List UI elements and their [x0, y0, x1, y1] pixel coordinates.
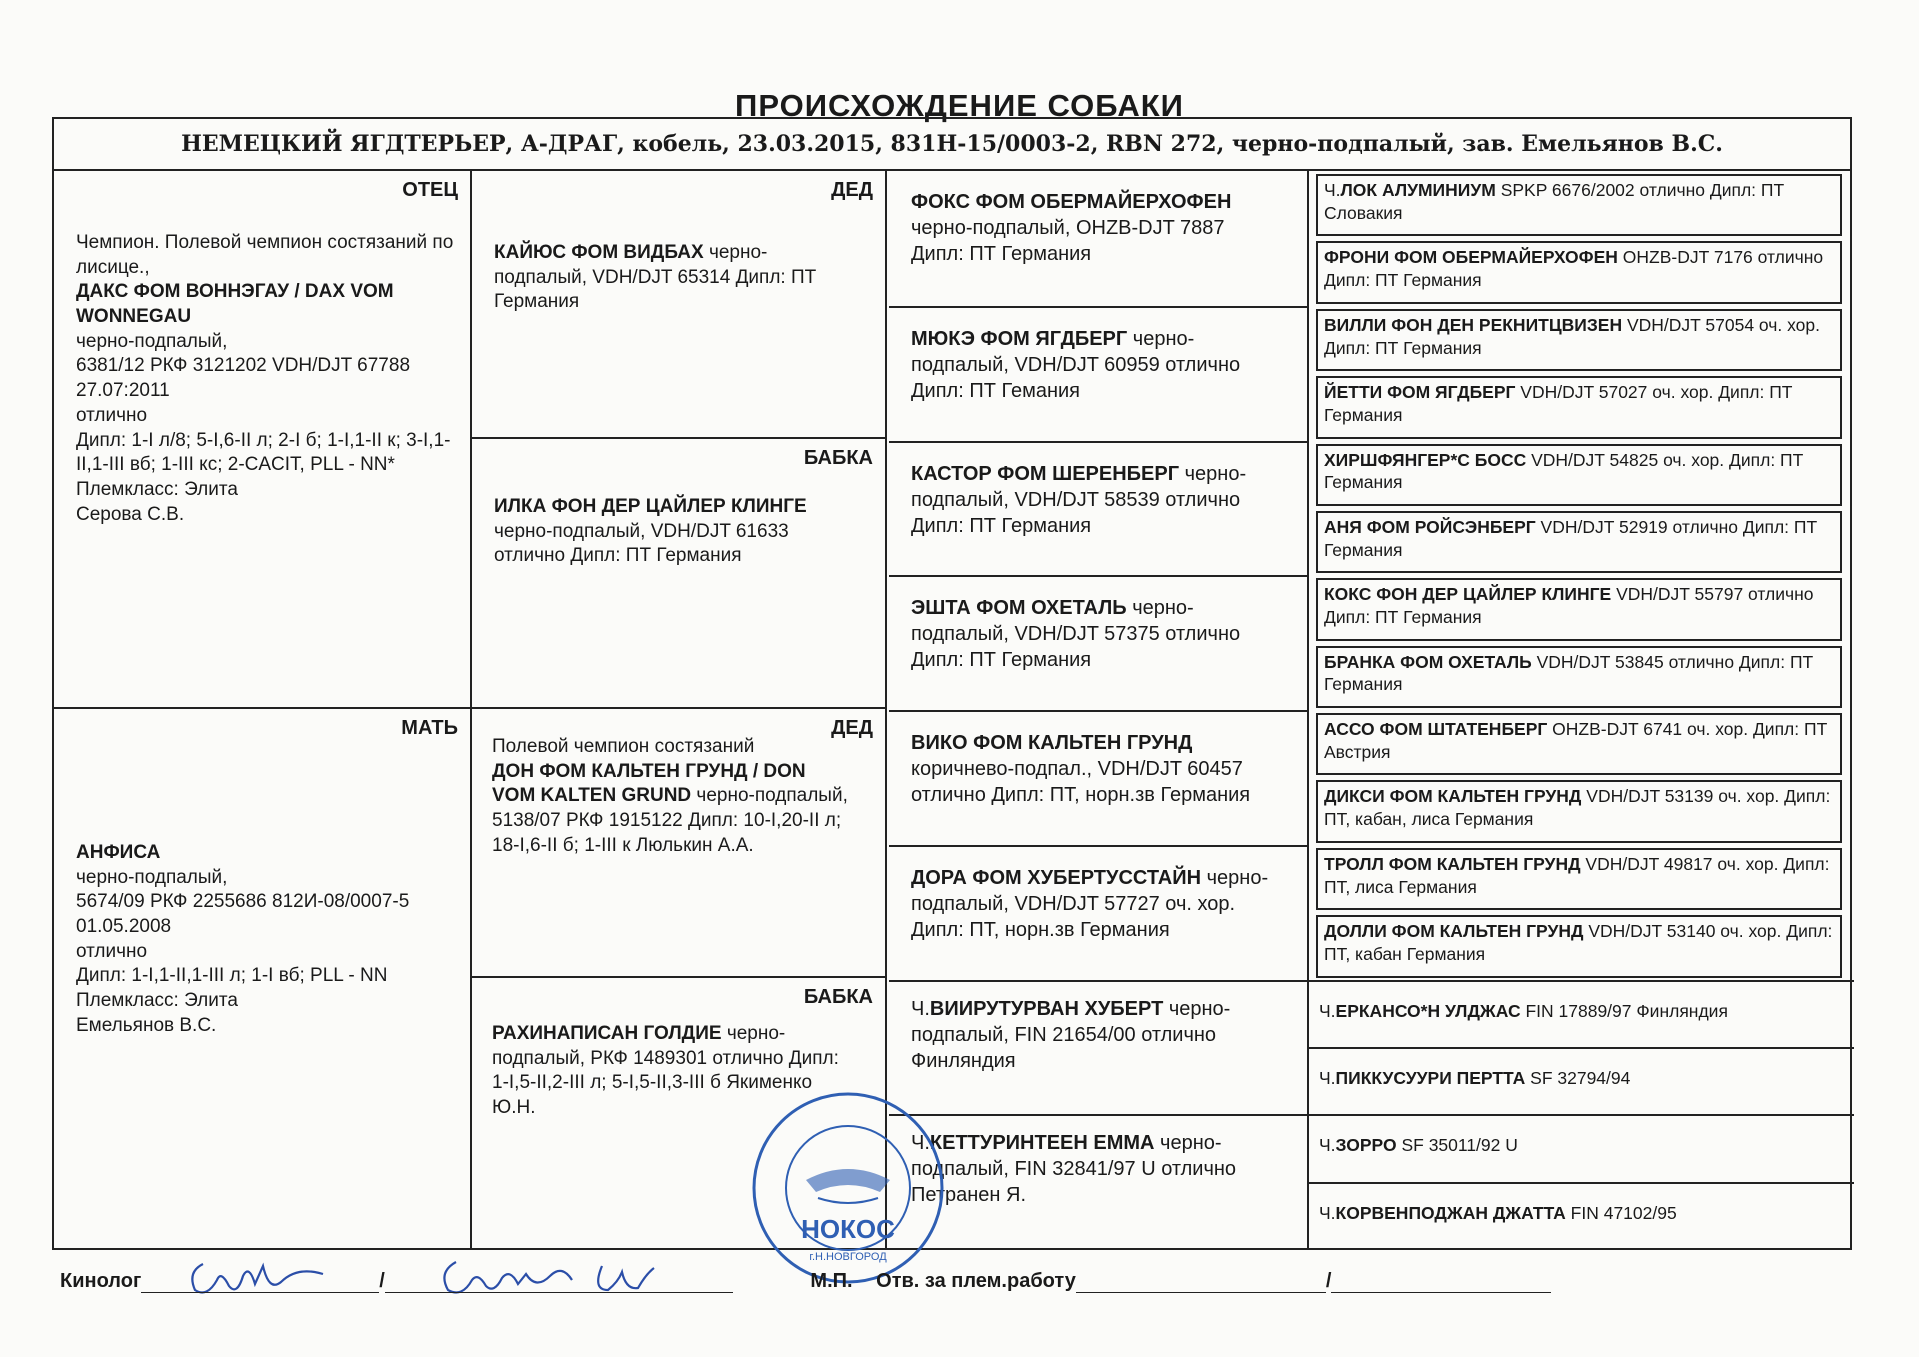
grandparent-details: черно-подпалый, РКФ 1489301 отлично Дипл: 1-I,5-II,2-III л; 5-I,5-II,3-III б Якименко Ю.Н.: [492, 1023, 839, 1119]
g4-ancestor-cell: [1316, 241, 1842, 303]
ancestor-details: VDH/DJT 53845 отлично Дипл: ПТ Германия: [1324, 651, 1814, 695]
grandparent-details: черно-подпалый, 5138/07 РКФ 1915122 Дипл: 10-I,20-II л; 18-I,6-II б; 1-III к Люлькин А.А.: [492, 785, 848, 856]
mother-role-label: МАТЬ: [401, 717, 458, 739]
great-grandparent-details: черно-подпалый, FIN 32841/97 U отлично Петранен Я.: [911, 1132, 1237, 1207]
ancestor-name: ЕРКАНСО*Н УЛДЖАС: [1335, 1000, 1521, 1021]
great-grandparent-cell: [889, 1114, 1307, 1249]
footer-signatures: [60, 1268, 1551, 1293]
great-grandparent-details: коричнево-подпал., VDH/DJT 60457 отлично Дипл: ПТ, норн.зв Германия: [911, 758, 1251, 806]
mother-name: АНФИСА: [76, 842, 161, 863]
ancestor-details: SF 32794/94: [1525, 1067, 1631, 1088]
great-grandparent-name: ВИКО ФОМ КАЛЬТЕН ГРУНД: [911, 732, 1193, 754]
great-grandparent-name: КАСТОР ФОМ ШЕРЕНБЕРГ: [911, 462, 1180, 485]
ancestor-prefix: Ч.: [1319, 1135, 1336, 1156]
grandparent-details: черно-подпалый, VDH/DJT 61633 отлично Дипл: ПТ Германия: [494, 520, 789, 567]
great-grandparent-cell: [889, 306, 1307, 441]
great-grandparent-details: черно-подпалый, FIN 21654/00 отлично Финляндия: [911, 997, 1231, 1072]
ancestor-details: VDH/DJT 57027 оч. хор. Дипл: ПТ Германия: [1324, 382, 1793, 425]
slash-separator: /: [1325, 1270, 1332, 1292]
paternal-grandfather-cell: [472, 171, 885, 437]
grandparent-name: ИЛКА ФОН ДЕР ЦАЙЛЕР КЛИНГЕ: [494, 496, 807, 517]
ancestor-details: OHZB-DJT 7176 отлично Дипл: ПТ Германия: [1324, 247, 1824, 291]
mother-line: Дипл: 1-I,1-II,1-III л; 1-I вб; PLL - NN: [76, 965, 388, 987]
great-grandparent-prefix: Ч.: [911, 997, 930, 1020]
ancestor-name: ЛОК АЛУМИНИУМ: [1340, 180, 1496, 200]
slash-separator: /: [379, 1270, 385, 1292]
g4-ancestor-cell: [1309, 1114, 1854, 1181]
great-grandparent-cell: [889, 710, 1307, 845]
g4-ancestor-cell: [1316, 444, 1842, 506]
great-grandparent-cell: [889, 171, 1307, 306]
maternal-grandfather-cell: [472, 709, 885, 976]
ancestor-name: АССО ФОМ ШТАТЕНБЕРГ: [1324, 719, 1548, 739]
ancestor-name: ТРОЛЛ ФОМ КАЛЬТЕН ГРУНД: [1324, 853, 1581, 874]
mother-line: отлично: [76, 940, 148, 962]
ancestor-details: VDH/DJT 52919 отлично Дипл: ПТ Германия: [1324, 516, 1818, 560]
great-grandparent-cell: [889, 441, 1307, 576]
stamp-seal-icon: [748, 1088, 948, 1288]
father-line: отлично: [76, 404, 148, 426]
ancestor-details: VDH/DJT 55797 отлично Дипл: ПТ Германия: [1324, 584, 1814, 627]
cynologist-label: Кинолог: [60, 1270, 142, 1292]
g4-ancestor-cell: [1316, 578, 1842, 640]
mother-line: черно-подпалый,: [76, 866, 228, 888]
grandmother-role-label: БАБКА: [803, 447, 873, 469]
g4-ancestor-cell: [1316, 713, 1842, 775]
mother-line: Племкласс: Элита: [76, 990, 238, 1012]
great-grandparent-details: черно-подпалый, VDH/DJT 57727 оч. хор. Дипл: ПТ, норн.зв Германия: [911, 866, 1269, 941]
father-cell: [54, 171, 470, 707]
ancestor-name: БРАНКА ФОМ ОХЕТАЛЬ: [1324, 651, 1532, 672]
ancestor-name: ВИЛЛИ ФОН ДЕН РЕКНИТЦВИЗЕН: [1324, 314, 1623, 335]
ancestor-prefix: Ч.: [1319, 1000, 1336, 1021]
mother-cell: [54, 709, 470, 1249]
ancestor-details: VDH/DJT 57054 оч. хор. Дипл: ПТ Германия: [1324, 314, 1821, 358]
great-grandparent-name: КЕТТУРИНТЕЕН ЕММА: [929, 1132, 1155, 1155]
ancestor-prefix: Ч.: [1324, 180, 1341, 200]
ancestor-name: ХИРШФЯНГЕР*С БОСС: [1324, 449, 1527, 470]
g4-ancestor-cell: [1316, 915, 1842, 977]
pedigree-table: [52, 117, 1852, 1250]
responsible-name-line: [1331, 1268, 1551, 1293]
great-grandparent-cell: [889, 845, 1307, 980]
great-grandparent-name: ФОКС ФОМ ОБЕРМАЙЕРХОФЕН: [911, 191, 1232, 213]
father-line: Дипл: 1-I л/8; 5-I,6-II л; 2-I б; 1-I,1-II к; 3-I,1-II,1-III вб; 1-III кс; 2-CACIT, PLL - NN*: [76, 429, 451, 476]
ancestor-details: VDH/DJT 49817 оч. хор. Дипл: ПТ, лиса Германия: [1324, 853, 1830, 897]
ancestor-details: SPKP 6676/2002 отлично Дипл: ПТ Словакия: [1324, 180, 1785, 223]
grandparent-title: Полевой чемпион состязаний: [492, 736, 755, 757]
grandparent-name: ДОН ФОМ КАЛЬТЕН ГРУНД / DON VOM KALTEN GRUND: [492, 760, 806, 807]
grandparent-name: КАЙЮС ФОМ ВИДБАХ: [494, 242, 704, 263]
divider: [885, 171, 887, 1248]
responsible-label: Отв. за плем.работу: [876, 1270, 1076, 1292]
great-grandparent-details: черно-подпалый, VDH/DJT 60959 отлично Дипл: ПТ Гемания: [911, 327, 1241, 402]
responsible-signature-line: [1076, 1268, 1326, 1293]
father-name: ДАКС ФОМ ВОННЭГАУ / DAX VOM WONNEGAU: [76, 281, 394, 328]
ancestor-name: ФРОНИ ФОМ ОБЕРМАЙЕРХОФЕН: [1324, 247, 1618, 268]
ancestor-details: SF 35011/92 U: [1396, 1135, 1518, 1156]
ancestor-details: OHZB-DJT 6741 оч. хор. Дипл: ПТ Австрия: [1324, 719, 1828, 762]
father-line: 6381/12 РКФ 3121202 VDH/DJT 67788: [76, 355, 411, 377]
ancestor-name: АНЯ ФОМ РОЙСЭНБЕРГ: [1324, 516, 1536, 537]
great-grandparent-details: черно-подпалый, VDH/DJT 58539 отлично Дипл: ПТ Германия: [911, 462, 1247, 537]
ancestor-name: ДОЛЛИ ФОМ КАЛЬТЕН ГРУНД: [1324, 921, 1584, 942]
great-grandparent-name: ЭШТА ФОМ ОХЕТАЛЬ: [911, 597, 1127, 620]
great-grandparent-name: ВИИРУТУРВАН ХУБЕРТ: [929, 997, 1164, 1020]
g4-ancestor-cell: [1309, 1047, 1854, 1114]
g4-ancestor-cell: [1309, 1182, 1854, 1249]
grandparent-details: черно-подпалый, VDH/DJT 65314 Дипл: ПТ Германия: [494, 242, 817, 313]
grandmother-role-label: БАБКА: [803, 986, 873, 1008]
ancestor-name: ЗОРРО: [1335, 1135, 1397, 1156]
g4-ancestor-cell: [1316, 780, 1842, 842]
father-line: Племкласс: Элита: [76, 478, 238, 500]
father-line: 27.07:2011: [76, 380, 170, 402]
ancestor-name: ЙЕТТИ ФОМ ЯГДБЕРГ: [1324, 382, 1516, 403]
g4-ancestor-cell: [1316, 511, 1842, 573]
g4-ancestor-cell: [1316, 376, 1842, 438]
great-grandparent-name: ДОРА ФОМ ХУБЕРТУССТАЙН: [911, 866, 1202, 889]
ancestor-name: ПИККУСУУРИ ПЕРТТА: [1335, 1067, 1526, 1088]
cynologist-name-line: [385, 1268, 733, 1293]
great-grandparent-cell: [889, 575, 1307, 710]
ancestor-details: VDH/DJT 53140 оч. хор. Дипл: ПТ, кабан Германия: [1324, 921, 1833, 964]
ancestor-details: VDH/DJT 53139 оч. хор. Дипл: ПТ, кабан, лиса Германия: [1324, 786, 1831, 830]
seal-place-label: М.П.: [810, 1270, 853, 1292]
g4-ancestor-cell: [1316, 646, 1842, 708]
father-title: Чемпион. Полевой чемпион состязаний по лисице.,: [76, 232, 454, 278]
father-line: черно-подпалый,: [76, 330, 228, 352]
ancestor-name: КОРВЕНПОДЖАН ДЖАТТА: [1335, 1202, 1566, 1223]
ancestor-prefix: Ч.: [1319, 1202, 1336, 1223]
mother-line: 01.05.2008: [76, 916, 172, 938]
paternal-grandmother-cell: [472, 439, 885, 707]
grandparent-name: РАХИНАПИСАН ГОЛДИЕ: [492, 1023, 722, 1044]
ancestor-prefix: Ч.: [1319, 1067, 1336, 1088]
stamp-label: НОКОС: [801, 1214, 895, 1244]
father-role-label: ОТЕЦ: [402, 179, 458, 201]
mother-line: 5674/09 РКФ 2255686 812И-08/0007-5: [76, 891, 410, 913]
g4-ancestor-cell: [1316, 848, 1842, 910]
g4-ancestor-cell: [1309, 980, 1854, 1047]
ancestor-name: ДИКСИ ФОМ КАЛЬТЕН ГРУНД: [1324, 786, 1582, 807]
stamp-city: г.Н.НОВГОРОД: [809, 1251, 887, 1263]
mother-line: Емельянов В.С.: [76, 1014, 217, 1036]
cynologist-signature-line: [141, 1268, 379, 1293]
ancestor-details: FIN 17889/97 Финляндия: [1520, 1000, 1728, 1021]
great-grandparent-cell: [889, 980, 1307, 1115]
great-grandparent-prefix: Ч.: [911, 1132, 930, 1155]
great-grandparent-name: МЮКЭ ФОМ ЯГДБЕРГ: [911, 327, 1128, 350]
g4-ancestor-cell: [1316, 309, 1842, 371]
g4-ancestor-cell: [1316, 174, 1842, 236]
grandfather-role-label: ДЕД: [831, 717, 873, 739]
great-grandparent-details: черно-подпалый, VDH/DJT 57375 отлично Дипл: ПТ Германия: [911, 597, 1241, 672]
ancestor-details: VDH/DJT 54825 оч. хор. Дипл: ПТ Германия: [1324, 449, 1804, 493]
ancestor-name: КОКС ФОН ДЕР ЦАЙЛЕР КЛИНГЕ: [1324, 584, 1612, 605]
father-line: Серова С.В.: [76, 503, 185, 525]
grandfather-role-label: ДЕД: [831, 179, 873, 201]
pedigree-grid: [54, 171, 1850, 1248]
dog-header: НЕМЕЦКИЙ ЯГДТЕРЬЕР, А-ДРАГ, кобель, 23.03.2015, 831Н-15/0003-2, RBN 272, черно-подпалый, зав. Емельянов В.С.: [54, 119, 1850, 171]
ancestor-details: FIN 47102/95: [1565, 1202, 1677, 1223]
great-grandparent-details: черно-подпалый, OHZB-DJT 7887 Дипл: ПТ Германия: [911, 217, 1225, 265]
page-title: ПРОИСХОЖДЕНИЕ СОБАКИ: [735, 88, 1184, 123]
